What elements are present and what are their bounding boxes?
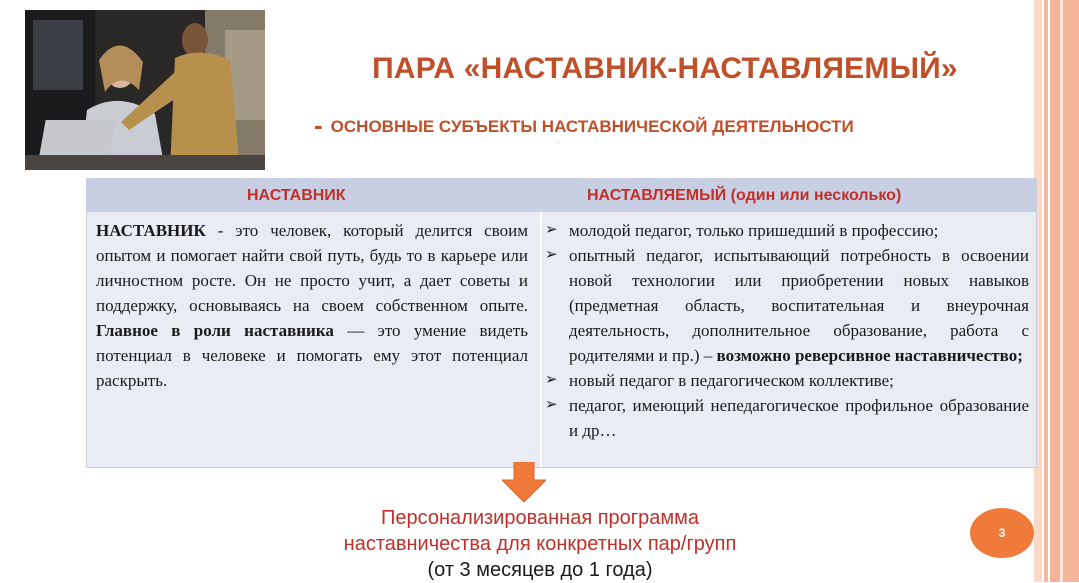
list-item [545,243,1029,368]
down-arrow-icon [502,462,546,507]
list-item [545,368,1029,393]
slide-title: ПАРА «НАСТАВНИК-НАСТАВЛЯЕМЫЙ» [372,52,958,85]
mentee-item-text: опытный педагог, испытывающий потребность в освоении новой технологии или приобретении новых навыков (предметная область, воспитательная и внеурочная деятельность, дополнительное образование, работа с родителями и пр.) – [569,246,1029,365]
arrow-bullet-icon: ➢ [545,397,558,413]
arrow-bullet-icon: ➢ [545,247,558,263]
mentee-list [545,218,1029,443]
slide-subtitle [314,110,854,141]
header-mentee: НАСТАВЛЯЕМЫЙ (один или несколько) [587,187,902,204]
arrow-bullet-icon: ➢ [545,222,558,238]
result-line-3: (от 3 месяцев до 1 года) [427,559,653,581]
column-divider [540,212,542,467]
subtitle-dash: - [314,110,323,140]
result-text [290,505,790,583]
subtitle-text: ОСНОВНЫЕ СУБЪЕКТЫ НАСТАВНИЧЕСКОЙ ДЕЯТЕЛЬНОСТИ [330,117,854,136]
result-line-2: наставничества для конкретных пар/групп [343,533,737,555]
mentor-term: НАСТАВНИК [96,221,206,240]
page-number-badge: 3 [970,508,1034,558]
list-item [545,393,1029,443]
mentee-item-text: педагог, имеющий непедагогическое профильное образование и др… [569,396,1029,440]
header-mentor: НАСТАВНИК [247,187,346,204]
mentee-item-text: новый педагог в педагогическом коллективе; [569,371,894,390]
result-line-1: Персонализированная программа [381,507,699,529]
mentoring-photo [25,10,265,170]
mentor-emphasis: Главное в роли наставника [96,321,334,340]
mentor-description [96,218,528,393]
mentor-definition: - это человек, который делится своим опытом и помогает найти свой путь, будь то в карьере или личностном росте. Он не просто учит, а дает советы и поддержку, основываясь на своем собственном опыте. [96,221,528,315]
table-header [87,179,1036,212]
mentor-mentee-table [86,178,1037,468]
mentee-item-bold: возможно реверсивное наставничество; [716,346,1023,365]
side-stripe [1060,0,1063,582]
side-stripe [1044,0,1048,582]
arrow-bullet-icon: ➢ [545,372,558,388]
mentee-item-text: молодой педагог, только пришедший в профессию; [569,221,939,240]
list-item [545,218,1029,243]
side-stripe [1050,0,1079,582]
mentor-rest: — это умение видеть потенциал в человеке и помогать ему этот потенциал раскрыть. [96,321,528,390]
photo-illustration [25,10,265,170]
